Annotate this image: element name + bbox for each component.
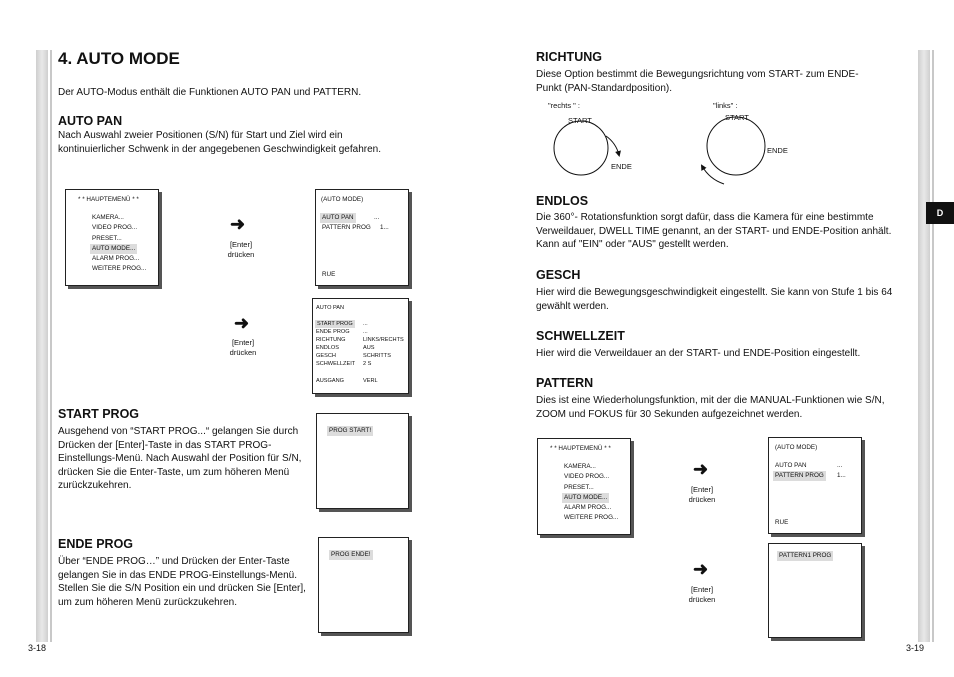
ende-label: ENDE xyxy=(767,146,788,155)
ende-prog-heading: ENDE PROG xyxy=(58,537,134,551)
arrow-icon: ➜ xyxy=(234,313,250,333)
rechts-circle xyxy=(554,121,608,175)
start-prog-text: Ausgehend von “START PROG...“ gelangen Sie durch Drücken der [Enter]-Taste in das START PROG-Einstellungs-Menü. Nach Auswahl der Position für S/N, drücken Sie die Enter-Taste, um zum höheren Menü zurückzukehren. xyxy=(58,426,302,491)
pattern-prog-screen xyxy=(768,543,862,638)
menu-value: SCHRITTS xyxy=(363,353,391,359)
menu-item: KAMERA... xyxy=(564,463,596,470)
rechts-label: "rechts " : xyxy=(548,101,580,110)
ende-label: ENDE xyxy=(611,162,632,171)
menu-footer: RUE xyxy=(322,271,336,278)
menu-value: ... xyxy=(363,329,368,335)
ende-prog-text: Über “ENDE PROG…” und Drücken der Enter-Taste gelangen Sie in das ENDE PROG-Einstellungs-Menü. Stellen Sie die S/N Position ein und drücken Sie [Enter], um zum höheren Menü zurückzukehren. xyxy=(58,556,306,608)
pattern-text: Dies ist eine Wiederholungsfunktion, mit der die MANUAL-Funktionen wie S/N, ZOOM und FOKUS für 30 Sekunden aufgezeichnet werden. xyxy=(536,395,885,420)
menu-value: 2 S xyxy=(363,361,372,367)
menu-item: GESCH xyxy=(316,353,336,359)
auto-mode-screen xyxy=(315,189,409,286)
prog-ende-label: PROG ENDE! xyxy=(331,551,371,558)
menu-item: VIDEO PROG... xyxy=(92,224,138,231)
menu-value: 1... xyxy=(837,472,846,479)
menu-item-selected: PATTERN PROG xyxy=(775,472,824,479)
gesch-heading: GESCH xyxy=(536,268,581,282)
main-menu-screen-right xyxy=(537,438,631,535)
page-title: 4. AUTO MODE xyxy=(58,49,180,68)
arrow-icon: ➜ xyxy=(693,459,709,479)
enter-label: [Enter] drücken xyxy=(227,240,255,259)
menu-item: SCHWELLZEIT xyxy=(316,361,356,367)
auto-pan-screen xyxy=(312,298,409,394)
auto-mode-title: (AUTO MODE) xyxy=(321,196,364,203)
auto-pan-title: AUTO PAN xyxy=(316,305,345,311)
endlos-text: Die 360°- Rotationsfunktion sorgt dafür, dass die Kamera für eine bestimmte Verweildauer, DWELL TIME genannt, an der START- und ENDE-Position anhält. Kann auf "EIN" oder "AUS" gestellt werden. xyxy=(536,212,892,250)
language-tab: D xyxy=(926,202,954,224)
auto-pan-heading: AUTO PAN xyxy=(58,114,123,128)
menu-item: KAMERA... xyxy=(92,214,124,221)
menu-value: VERL xyxy=(363,378,378,384)
menu-footer: RUE xyxy=(775,519,789,526)
prog-start-screen xyxy=(316,413,409,509)
arrow-icon: ➜ xyxy=(230,214,246,234)
auto-mode-title: (AUTO MODE) xyxy=(775,444,818,451)
menu-value: ... xyxy=(837,462,843,469)
richtung-heading: RICHTUNG xyxy=(536,50,602,64)
menu-item: ALARM PROG... xyxy=(564,504,612,511)
richtung-text: Diese Option bestimmt die Bewegungsrichtung vom START- zum ENDE-Punkt (PAN-Standardposition). xyxy=(536,69,859,94)
menu-item: ENDE PROG xyxy=(316,329,350,335)
menu-item: RICHTUNG xyxy=(316,337,346,343)
menu-item-selected: AUTO MODE... xyxy=(92,245,136,252)
menu-item: ENDLOS xyxy=(316,345,340,351)
menu-value: LINKS/RECHTS xyxy=(363,337,404,343)
schwellzeit-heading: SCHWELLZEIT xyxy=(536,329,625,343)
menu-value: ... xyxy=(363,321,368,327)
start-label: START xyxy=(568,116,592,125)
menu-item: AUSGANG xyxy=(316,378,344,384)
main-menu-screen xyxy=(65,189,159,286)
schwellzeit-text: Hier wird die Verweildauer an der START- und ENDE-Position eingestellt. xyxy=(536,348,861,359)
menu-item: WEITERE PROG... xyxy=(92,265,147,272)
auto-mode-screen-right xyxy=(768,437,862,534)
right-page-bar xyxy=(918,50,930,642)
menu-item-selected: START PROG xyxy=(317,321,353,327)
arrow-icon: ➜ xyxy=(693,559,709,579)
endlos-heading: ENDLOS xyxy=(536,194,589,208)
menu-item: WEITERE PROG... xyxy=(564,514,619,521)
links-arrow xyxy=(702,166,724,184)
enter-label: [Enter] drücken xyxy=(688,485,716,504)
prog-start-label: PROG START! xyxy=(329,427,372,434)
menu-item-selected: AUTO MODE... xyxy=(564,494,608,501)
page-number-left: 3-18 xyxy=(28,643,47,653)
auto-pan-text: Nach Auswahl zweier Positionen (S/N) für Start und Ziel wird ein kontinuierlicher Schwenk in der angegebenen Geschwindigkeit gefahren. xyxy=(58,130,381,155)
menu-value: AUS xyxy=(363,345,375,351)
links-circle xyxy=(707,117,765,175)
menu-item-selected: AUTO PAN xyxy=(322,214,354,221)
start-label: START xyxy=(725,113,749,122)
prog-ende-screen xyxy=(318,537,409,633)
menu-value: 1... xyxy=(380,224,389,231)
enter-label: [Enter] drücken xyxy=(229,338,257,357)
enter-label: [Enter] drücken xyxy=(688,585,716,604)
gesch-text: Hier wird die Bewegungsgeschwindigkeit eingestellt. Sie kann von Stufe 1 bis 64 gewählt werden. xyxy=(536,287,893,312)
links-label: "links" : xyxy=(713,101,738,110)
pattern-prog-label: PATTERN1 PROG xyxy=(779,552,832,559)
menu-value: ... xyxy=(374,214,380,221)
main-menu-title: * * HAUPTEMENÜ * * xyxy=(550,445,611,452)
pattern-heading: PATTERN xyxy=(536,376,594,390)
start-prog-heading: START PROG xyxy=(58,407,140,421)
menu-item: VIDEO PROG... xyxy=(564,473,610,480)
menu-item: PRESET... xyxy=(564,484,594,491)
page-number-right: 3-19 xyxy=(906,643,925,653)
menu-item: ALARM PROG... xyxy=(92,255,140,262)
main-menu-title: * * HAUPTEMENÜ * * xyxy=(78,196,139,203)
menu-item: AUTO PAN xyxy=(775,462,807,469)
menu-item: PATTERN PROG xyxy=(322,224,371,231)
menu-item: PRESET... xyxy=(92,235,122,242)
left-page-bar xyxy=(36,50,48,642)
intro-text: Der AUTO-Modus enthält die Funktionen AUTO PAN und PATTERN. xyxy=(58,87,362,98)
